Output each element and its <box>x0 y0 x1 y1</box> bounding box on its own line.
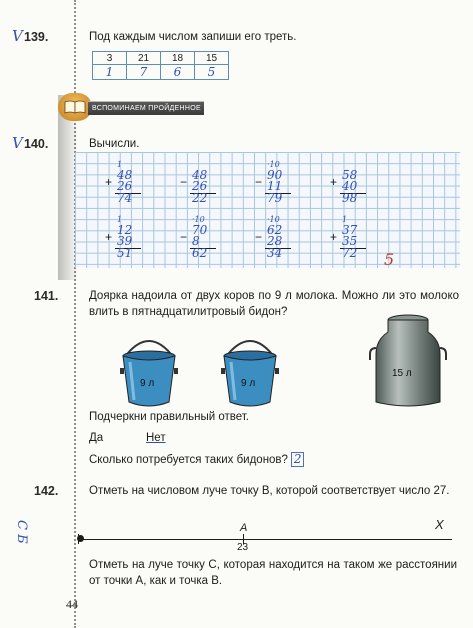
example-a: 58 <box>342 168 358 183</box>
thirds-table <box>92 51 229 80</box>
example-carry: ·10 <box>192 215 205 224</box>
example-result[interactable]: 34 <box>267 245 283 260</box>
example-result[interactable]: 79 <box>267 190 283 205</box>
page-number: 44 <box>66 597 78 611</box>
example-result[interactable]: 74 <box>117 190 133 205</box>
example-b: 26 <box>192 179 208 194</box>
task-text-141: Доярка надоила от двух коров по 9 л молока. Можно ли это молоко влить в пятнадцатилитровый бидон? <box>89 290 459 318</box>
example-result[interactable]: 98 <box>342 190 358 205</box>
recall-banner <box>58 93 208 121</box>
count-question-text: Сколько потребуется таких бидонов? <box>89 454 288 466</box>
grade-mark: 5 <box>384 250 395 269</box>
count-answer-box[interactable]: 2 <box>291 452 304 467</box>
point-a-value: 23 <box>237 542 249 553</box>
table-cell: 15 <box>195 52 229 65</box>
task-number-141: 141. <box>34 289 59 303</box>
table-cell: 21 <box>127 52 161 65</box>
example-b: 39 <box>117 234 133 249</box>
example-b: 8 <box>192 234 200 249</box>
answer-cell[interactable]: 5 <box>195 65 229 80</box>
example-b: 35 <box>342 234 358 249</box>
bucket-label: 9 л <box>140 378 155 389</box>
table-cell: 3 <box>93 52 127 65</box>
origin-handwritten-marks: С Б <box>14 520 29 544</box>
option-yes[interactable]: Да <box>89 432 104 444</box>
task-number-139: 139. <box>24 30 49 44</box>
example-a: 48 <box>192 168 208 183</box>
check-mark-139: V <box>12 27 23 45</box>
example-a: 90 <box>267 168 283 183</box>
example-carry: ·10 <box>267 215 280 224</box>
example-a: 70 <box>192 223 208 238</box>
example-a: 48 <box>117 168 133 183</box>
check-mark-140: V <box>12 134 23 152</box>
example-op: + <box>330 174 338 189</box>
task-number-140: 140. <box>24 137 49 151</box>
example-carry: ·10 <box>267 160 280 169</box>
example-result[interactable]: 72 <box>342 245 358 260</box>
example-result[interactable]: 51 <box>117 245 133 260</box>
milk-can-icon <box>368 314 448 410</box>
can-label: 15 л <box>392 368 412 379</box>
task-text-142-part2: Отметь на луче точку C, которая находится на таком же расстоянии от точки A, как и точка B. <box>89 559 457 587</box>
point-a-label: A <box>240 522 248 534</box>
example-a: 12 <box>117 223 133 238</box>
table-row-numbers <box>93 52 229 65</box>
task-text-140: Вычисли. <box>89 138 140 150</box>
ray-end-letter: X <box>435 517 444 532</box>
number-ray[interactable] <box>78 539 452 540</box>
example-op: − <box>255 174 263 189</box>
underline-instruction: Подчеркни правильный ответ. <box>89 411 249 423</box>
count-question <box>89 452 304 468</box>
example-b: 26 <box>117 179 133 194</box>
task-number-142: 142. <box>34 484 59 498</box>
example-carry: 1 <box>117 215 123 224</box>
bucket-icon <box>118 330 180 410</box>
answer-cell[interactable]: 7 <box>127 65 161 80</box>
example-carry: 1 <box>117 160 123 169</box>
example-a: 62 <box>267 223 283 238</box>
example-op: − <box>255 229 263 244</box>
answer-cell[interactable]: 1 <box>93 65 127 80</box>
example-op: + <box>105 174 113 189</box>
example-b: 28 <box>267 234 283 249</box>
example-op: − <box>180 229 188 244</box>
answer-cell[interactable]: 6 <box>161 65 195 80</box>
example-result[interactable]: 22 <box>192 190 208 205</box>
example-op: − <box>180 174 188 189</box>
book-icon <box>58 93 92 121</box>
example-a: 37 <box>342 223 358 238</box>
example-result[interactable]: 62 <box>192 245 208 260</box>
ray-origin-point <box>77 535 84 542</box>
bucket-label: 9 л <box>241 378 256 389</box>
example-b: 40 <box>342 179 358 194</box>
example-op: + <box>330 229 338 244</box>
option-no[interactable]: Нет <box>146 432 166 444</box>
example-carry: 1 <box>342 215 348 224</box>
table-cell: 18 <box>161 52 195 65</box>
task-text-142: Отметь на числовом луче точку B, которой соответствует число 27. <box>89 485 450 497</box>
table-row-answers <box>93 65 229 80</box>
example-op: + <box>105 229 113 244</box>
bucket-icon <box>219 330 281 410</box>
task-text-139: Под каждым числом запиши его треть. <box>89 31 297 43</box>
banner-label: ВСПОМИНАЕМ ПРОЙДЕННОЕ <box>88 101 204 115</box>
example-b: 11 <box>267 179 283 194</box>
